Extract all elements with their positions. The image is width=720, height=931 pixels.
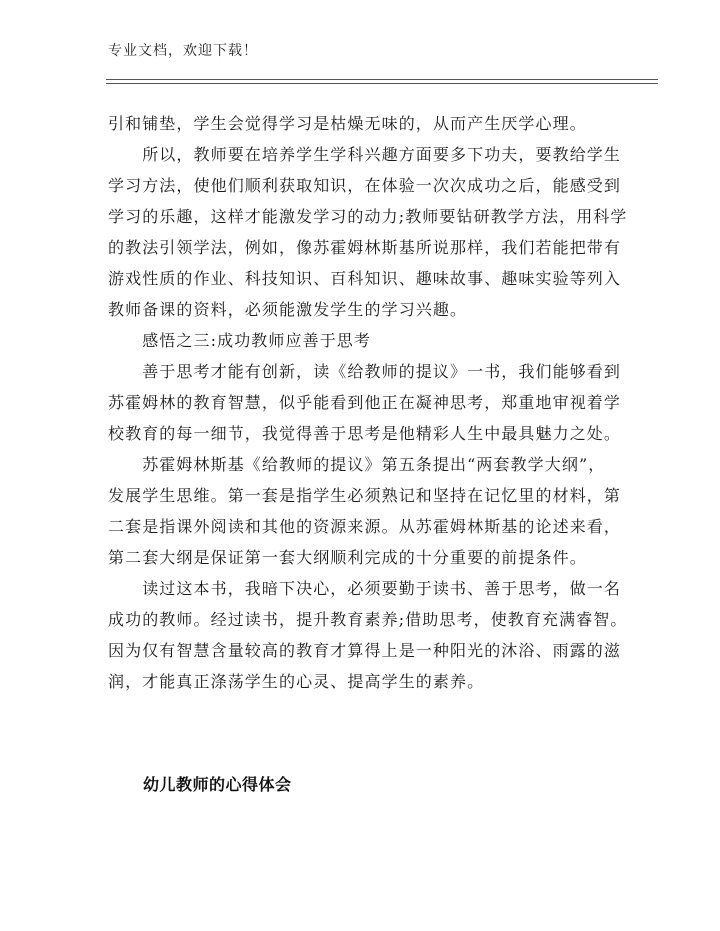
next-article-title: 幼儿教师的心得体会 — [143, 775, 292, 794]
page-header: 专业文档，欢迎下载！ — [108, 43, 258, 59]
header-rule-top — [106, 79, 658, 80]
paragraph-teaching-methods: 所以，教师要在培养学生学科兴趣方面要多下功夫，要教给学生 学习方法，使他们顺利获取知识，在体验一次次成功之后，能感受到 学习的乐趣，这样才能激发学习的动力;教师要钻研教学方法，用科学 的教法引领学法，例如，像苏霍姆林斯基所说那样，我们若能把带有 游戏性质的作业、科技知识、百科知识、趣味故事、趣味实验等列入 教师备课的资料，必须能激发学生的学习兴趣。 — [108, 145, 628, 319]
paragraph-two-syllabi: 苏霍姆林斯基《给教师的提议》第五条提出“两套教学大纲”， 发展学生思维。第一套是指学生必须熟记和坚持在记忆里的材料，第 二套是指课外阅读和其他的资源来源。从苏霍姆林斯基的论述来看， 第二套大纲是保证第一套大纲顺利完成的十分重要的前提条件。 — [108, 455, 622, 567]
paragraph-continuation: 引和铺垫，学生会觉得学习是枯燥无味的，从而产生厌学心理。 — [108, 114, 587, 133]
section-heading-insight-3: 感悟之三:成功教师应善于思考 — [108, 331, 371, 350]
document-body — [108, 108, 660, 697]
header-rule-bottom — [106, 83, 658, 84]
paragraph-resolution: 读过这本书，我暗下决心，必须要勤于读书、善于思考，做一名 成功的教师。经过读书，提升教育素养;借助思考，使教育充满睿智。 因为仅有智慧含量较高的教育才算得上是一种阳光的沐浴、雨露的滋 润，才能真正涤荡学生的心灵、提高学生的素养。 — [108, 579, 628, 691]
paragraph-thinking: 善于思考才能有创新，读《给教师的提议》一书，我们能够看到 苏霍姆林的教育智慧，似乎能看到他正在凝神思考，郑重地审视着学 校教育的每一细节，我觉得善于思考是他精彩人生中最具魅力之处。 — [108, 362, 622, 443]
